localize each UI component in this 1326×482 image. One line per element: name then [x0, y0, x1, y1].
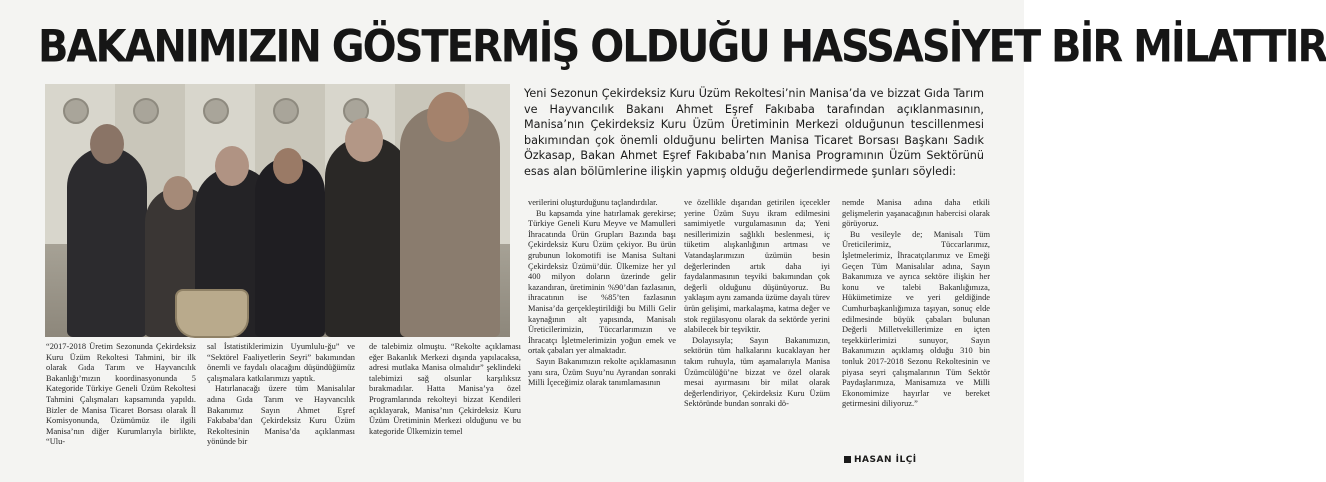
paragraph: Sayın Bakanımızın rekolte açıklamasının yanı sıra, Üzüm Suyu’nu Ayrandan sonraki Milli İçeceğimiz olarak tanımlamasının: [528, 356, 676, 388]
paragraph: verilerini oluşturduğunu taçlandırdılar.: [528, 198, 658, 207]
paragraph: nemde Manisa adına daha etkili gelişmelerin yaşanacağının habercisi olarak görüyoruz.: [842, 198, 990, 229]
paragraph: Dolayısıyla; Sayın Bakanımızın, sektörün tüm halkalarını kucaklayan her takım ruhuyla, tüm aşamalarıyla Manisa Üzümcülüğü’ne bizzat ve özel olarak mesai ayırmasını bir milat olarak değerlendiriyor, Çekirdeksiz Kuru Üzüm Sektöründe bundan sonraki dö-: [684, 335, 830, 409]
backdrop-logo-icon: [273, 98, 299, 124]
person-figure: [325, 137, 410, 337]
paragraph: ve özellikle dışarıdan getirilen içecekler yerine Üzüm Suyu ikram edilmesini samimiyetle vurgulamasının da; Yeni nesillerimizin sağlıklı beslenmesi, iç tüketim alışkanlığının artması ve Vatandaşlarımızın üzümün besin değerlerinden artık daha iyi faydalanmasının teşviki bakımından çok değerli olduğunu düşünüyoruz. Bu yaklaşım aynı zamanda üzüme dayalı türev ürün gelişimi, markalaşma, katma değer ve stok regülasyonu olarak da sektörde yerini alabilecek bir teşviktir.: [684, 198, 830, 335]
paragraph: Bu vesileyle de; Manisalı Tüm Üreticilerimiz, Tüccarlarımız, İşletmelerimiz, İhracatçılarımız ve Emeği Geçen Tüm Manisalılar adına, Sayın Bakanımıza ve ayrıca sektöre ilişkin her konu ve talebi Bakanlığımıza, Hükümetimize ve yeri geldiğinde Cumhurbaşkanlığımıza taşıyan, sonuç elde edilmesinde büyük çabaları bulunan Değerli Milletvekillerimize en içten teşekkürlerimizi sunuyor, Sayın Bakanımızın açıklamış olduğu 310 bin tonluk 2017-2018 Sezonu Rekoltesinin ve piyasa seyri çalışmalarının Tüm Sektör Paydaşlarımıza, Manisamıza ve Milli Ekonomimize hayırlar ve bereket getirmesini diliyoruz.”: [842, 229, 990, 409]
person-head: [427, 92, 469, 142]
text-column-2: [207, 342, 355, 448]
author-name: HASAN İLÇİ: [854, 455, 917, 465]
backdrop-logo-icon: [133, 98, 159, 124]
gift-basket: [175, 289, 249, 338]
lead-paragraph: Yeni Sezonun Çekirdeksiz Kuru Üzüm Rekoltesi’nin Manisa’da ve bizzat Gıda Tarım ve Hayvancılık Bakanı Ahmet Eşref Fakıbaba tarafından açıklanmasının, Manisa’nın Çekirdeksiz Kuru Üzüm Üretiminin Merkezi olduğunun tescillenmesi bakımından çok önemli olduğunu belirten Manisa Ticaret Borsası Başkanı Sadık Özkasap, Bakan Ahmet Eşref Fakıbaba’nın Manisa Programının Üzüm Sektörünü esas alan bölümlerine ilişkin yapmış olduğu değerlendirmede şunları söyledi:: [524, 87, 984, 178]
paragraph: “2017-2018 Üretim Sezonunda Çekirdeksiz Kuru Üzüm Rekoltesi Tahmini, bir ilk olarak Gıda Tarım ve Hayvancılık Bakanlığı’mızın koordinasyonunda 5 Kategoride Türkiye Geneli Üzüm Rekoltesi Tahmini Çalışmaları kapsamında yapıldı. Bizler de Manisa Ticaret Borsası olarak İl Komisyonunda, Üzümümüz ile ilgili Manisa’nın diğer Kurumlarıyla birlikte, “Ulu-: [46, 342, 196, 447]
text-column-3: [369, 342, 521, 437]
person-head: [90, 124, 124, 164]
backdrop-logo-icon: [63, 98, 89, 124]
person-head: [163, 176, 193, 210]
paragraph: Bu kapsamda yine hatırlamak gerekirse; Türkiye Geneli Kuru Meyve ve Mamulleri İhracatında Ürün Grupları Bazında başı Çekirdeksiz Kuru Üzüm çekiyor. Bu ürün grubunun lokomotifi ise Manisa Sultani Çekirdeksiz Üzümü’dür. Ülkemize her yıl 400 milyon doların üzerinde gelir kazandıran, üretiminin %90’dan fazlasının, ihracatının ise %85’ten fazlasının Manisa’da gerçekleştirildiği bu Milli Gelir kaynağının alt yapısında, Manisalı Üreticilerimizin, Tüccarlarımızın ve İhracatçı İşletmelerimizin yoğun emek ve ortak çabaları yer almaktadır.: [528, 208, 676, 356]
news-photo-icon: [45, 84, 510, 337]
person-head: [345, 118, 383, 162]
text-column-4: [528, 198, 676, 389]
paragraph: de talebimiz olmuştu. “Rekolte açıklaması eğer Bakanlık Merkezi dışında yapılacaksa, adresi mutlaka Manisa olmalıdır” şeklindeki talebimizi sağ olsunlar karşılıksız bırakmadılar. Hatta Manisa’ya özel Programlarında rekolteyi bizzat Kendileri açıklayarak, Manisa’nın Çekirdeksiz Kuru Üzüm Üretiminin Merkezi olduğunu ve bu kategoride Ülkemizin temel: [369, 342, 521, 436]
byline-square-icon: [844, 456, 851, 463]
byline: [844, 455, 917, 465]
text-column-5: [684, 198, 830, 410]
backdrop-logo-icon: [203, 98, 229, 124]
paragraph: sal İstatistiklerimizin Uyumlulu-ğu” ve “Sektörel Faaliyetlerin Seyri” bakımından önemli ve faydalı olacağını düşündüğümüz çalışmalara katkılarımızı yaptık.: [207, 342, 355, 383]
person-head: [273, 148, 303, 184]
headline: BAKANIMIZIN GÖSTERMİŞ OLDUĞU HASSASİYET BİR MİLATTIR: [38, 21, 1326, 73]
text-column-1: [46, 342, 196, 448]
person-head: [215, 146, 249, 186]
text-column-6: [842, 198, 990, 410]
paragraph: Hatırlanacağı üzere tüm Manisalılar adına Gıda Tarım ve Hayvancılık Bakanımız Sayın Ahmet Eşref Fakıbaba’dan Çekirdeksiz Kuru Üzüm Rekoltesinin Manisa’da açıklanması yönünde bir: [207, 384, 355, 447]
person-figure: [67, 147, 147, 337]
person-figure: [255, 157, 325, 337]
